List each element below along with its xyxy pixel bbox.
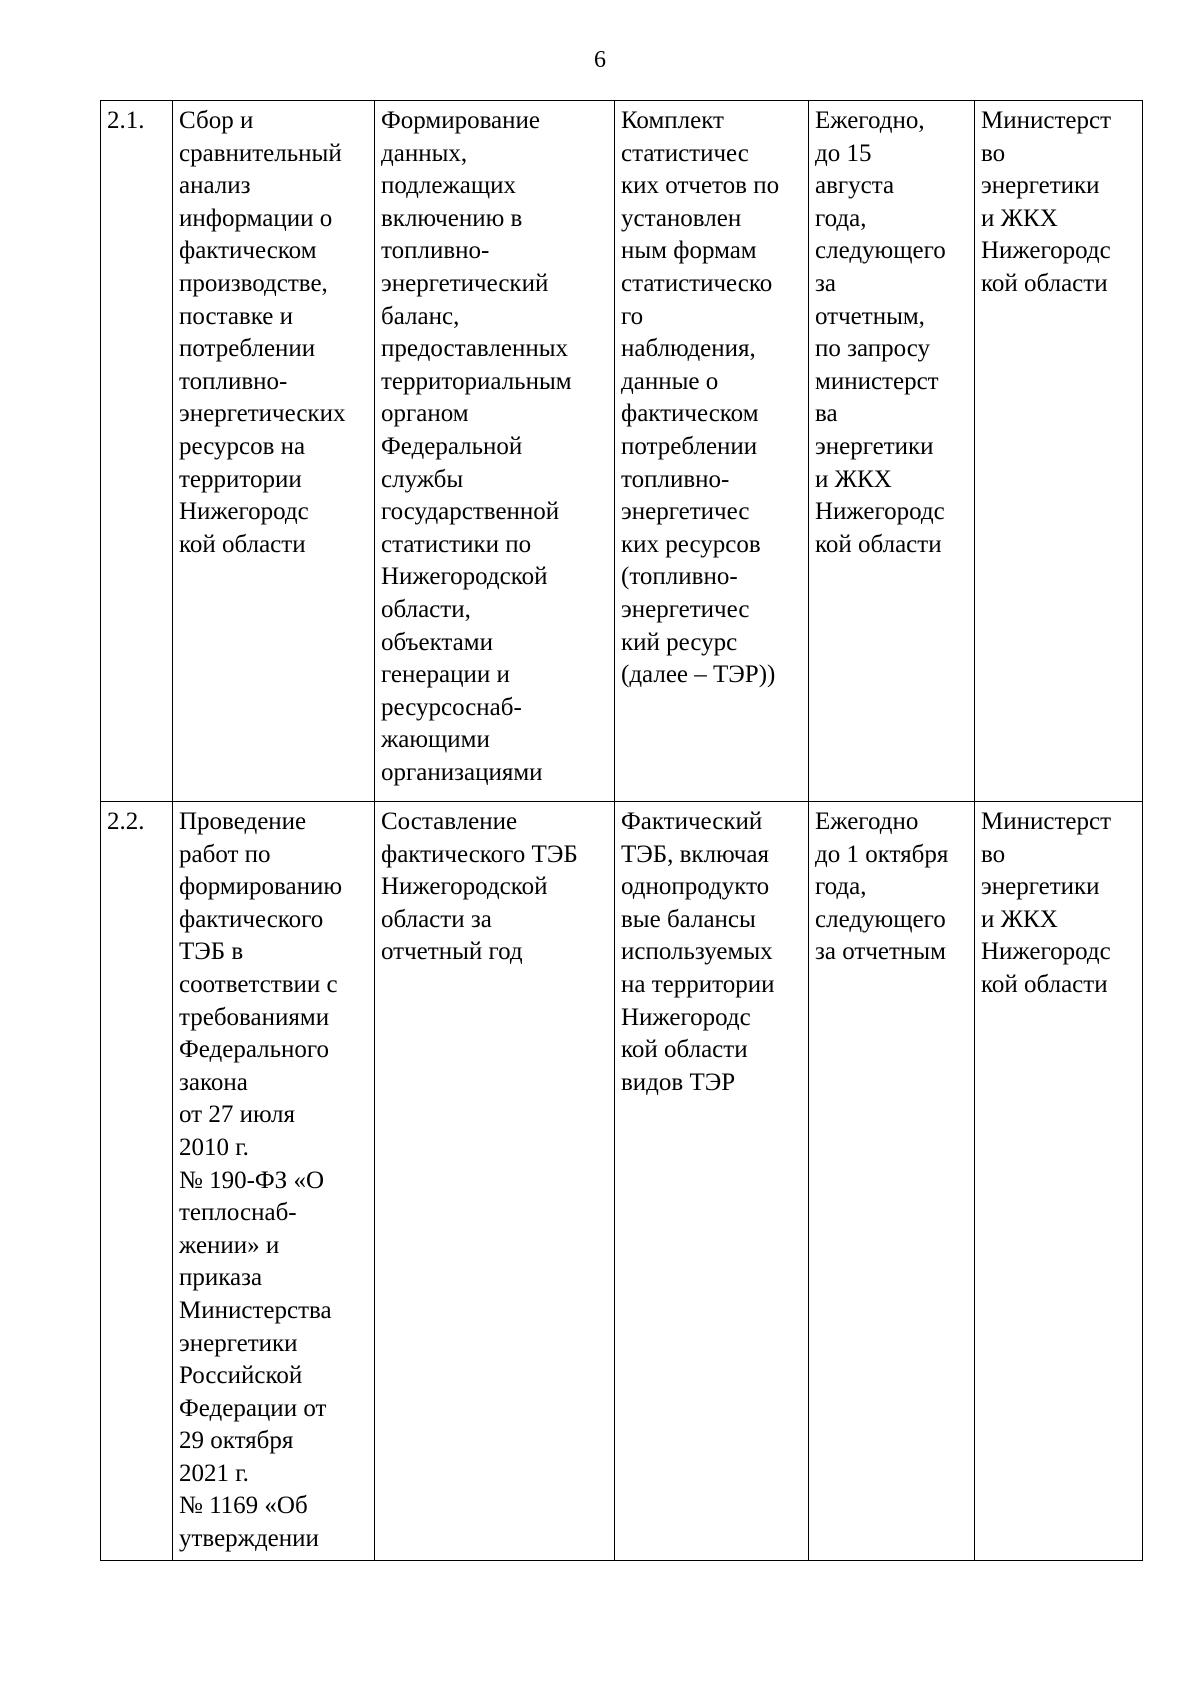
cell-executor: Министерст во энергетики и ЖКХ Нижегородс кой области [975, 802, 1143, 1561]
cell-executor: Министерст во энергетики и ЖКХ Нижегородс кой области [975, 101, 1143, 802]
cell-expected-result: Фактический ТЭБ, включая однопродукто вые балансы используемых на территории Нижегородс кой области видов ТЭР [615, 802, 809, 1561]
cell-deadline: Ежегодно до 1 октября года, следующего за отчетным [809, 802, 975, 1561]
page-number: 6 [594, 47, 606, 73]
cell-item-number: 2.1. [101, 101, 173, 802]
cell-item-number: 2.2. [101, 802, 173, 1561]
plan-table [100, 100, 1143, 1561]
table-row [101, 101, 1143, 802]
cell-activity-content: Формирование данных, подлежащих включению в топливно- энергетический баланс, предоставленных территориальным органом Федеральной службы государственной статистики по Нижегородской области, объектами генерации и ресурсоснаб- жающими организациями [375, 101, 615, 802]
cell-deadline: Ежегодно, до 15 августа года, следующего за отчетным, по запросу министерст ва энергетики и ЖКХ Нижегородс кой области [809, 101, 975, 802]
cell-activity-name: Сбор и сравнительный анализ информации о фактическом производстве, поставке и потреблении топливно- энергетических ресурсов на территории Нижегородс кой области [173, 101, 375, 802]
cell-activity-name: Проведение работ по формированию фактического ТЭБ в соответствии с требованиями Федерального закона от 27 июля 2010 г. № 190-ФЗ «О теплоснаб- жении» и приказа Министерства энергетики Российской Федерации от 29 октября 2021 г. № 1169 «Об утверждении [173, 802, 375, 1561]
cell-activity-content: Составление фактического ТЭБ Нижегородской области за отчетный год [375, 802, 615, 1561]
table-row [101, 802, 1143, 1561]
cell-expected-result: Комплект статистичес ких отчетов по установлен ным формам статистическо го наблюдения, данные о фактическом потреблении топливно- энергетичес ких ресурсов (топливно- энергетичес кий ресурс (далее – ТЭР)) [615, 101, 809, 802]
